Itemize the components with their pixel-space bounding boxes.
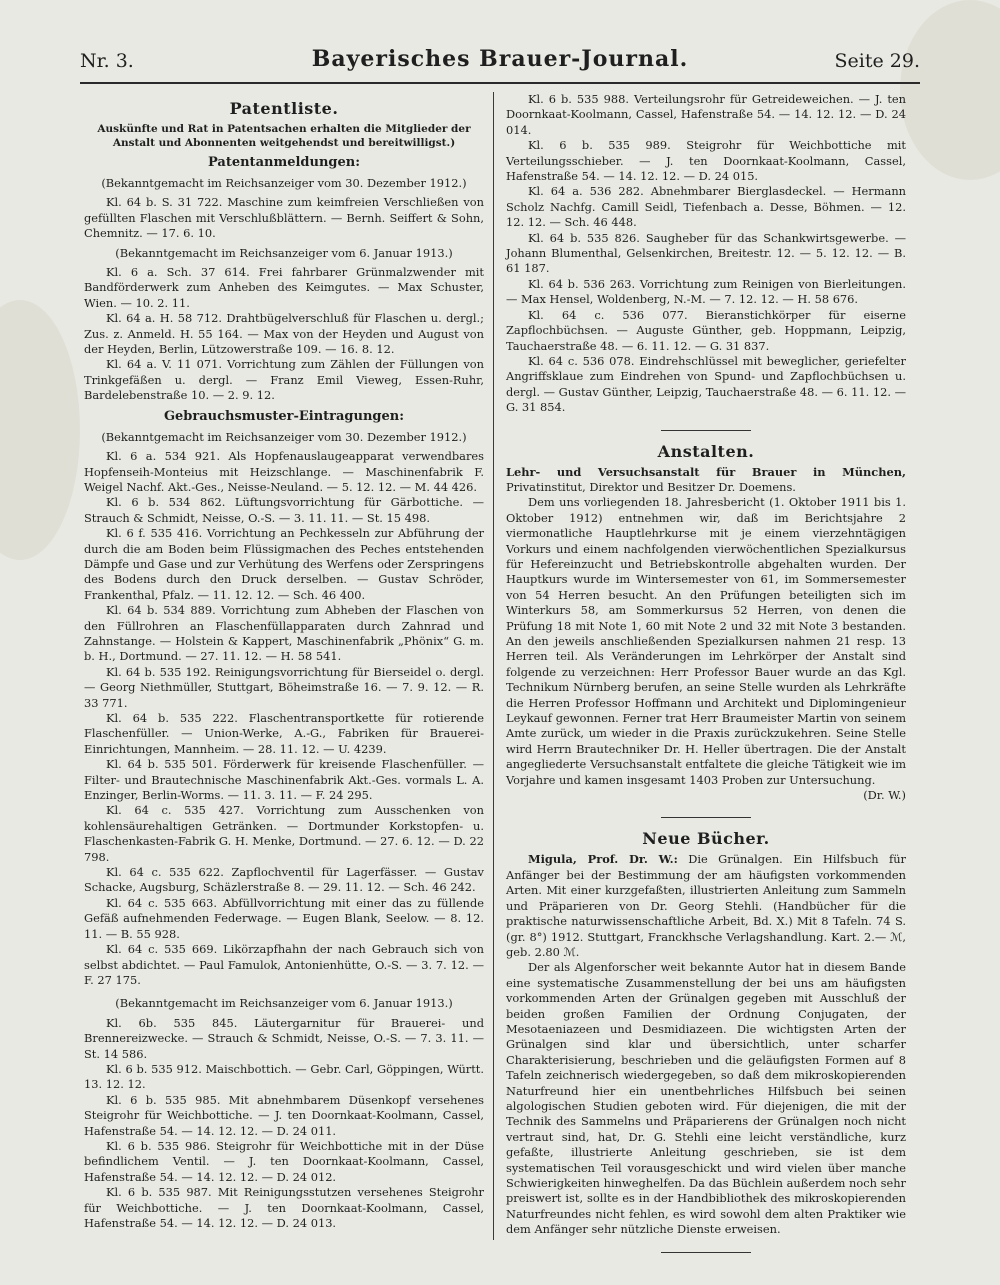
- utility-model-entry: Kl. 6 b. 535 912. Maischbottich. — Gebr. Carl, Göppingen, Württ. 13. 12. 12.: [84, 1061, 484, 1092]
- patent-list-title: Patentliste.: [229, 99, 339, 118]
- utility-model-entry: Kl. 64 b. 535 192. Reinigungsvorrichtung für Bierseidel o. dergl. — Georg Niethmüller, Stuttgart, Böheimstraße 16. — 7. 9. 12. — R. 33 771.: [84, 664, 484, 710]
- section-separator: [661, 817, 751, 818]
- utility-model-entry: Kl. 6 a. 534 921. Als Hopfenauslaugeapparat verwendbares Hopfenseih-Monteius mit Heizschlange. — Maschinenfabrik F. Weigel Nachf. Akt.-Ges., Neisse-Neuland. — 5. 12. 12. — M. 44 426.: [84, 449, 484, 494]
- patent-list-intro: Auskünfte und Rat in Patentsachen erhalten die Mitglieder der Anstalt und Abonnenten weitgehendst und bereitwilligst.): [97, 123, 471, 149]
- utility-model-entry: Kl. 6 b. 534 862. Lüftungsvorrichtung für Gärbottiche. — Strauch & Schmidt, Neisse, O.-S. — 3. 11. 11. — St. 15 498.: [84, 495, 484, 525]
- utility-model-entry: Kl. 6 b. 535 987. Mit Reinigungsstutzen versehenes Steigrohr für Weichbottiche. — J. ten Doornkaat-Koolmann, Cassel, Hafenstraße 54. — 14. 12. 12. — D. 24 013.: [84, 1185, 484, 1230]
- new-books-heading: Neue Bücher.: [642, 829, 770, 849]
- utility-models-heading: Gebrauchsmuster-Eintragungen:: [163, 408, 405, 424]
- publication-note: (Bekanntgemacht im Reichsanzeiger vom 30. Dezember 1912.): [101, 429, 467, 444]
- patent-entry: Kl. 64 b. S. 31 722. Maschine zum keimfreien Verschließen von gefüllten Flaschen mit Verschlußblättern. — Bernh. Seiffert & Sohn, Chemnitz. — 17. 6. 10.: [84, 195, 484, 241]
- utility-model-entry: Kl. 64 c. 536 077. Bieranstichkörper für eiserne Zapflochbüchsen. — Auguste Günther, geb. Hoppmann, Leipzig, Tauchaerstraße 48. — 6. 11. 12. — G. 31 837.: [506, 307, 906, 353]
- institute-name: Lehr- und Versuchsanstalt für Brauer in München,: [506, 464, 906, 479]
- utility-model-entry: Kl. 64 b. 535 222. Flaschentransportkette für rotierende Flaschenfüller. — Union-Werke, A.-G., Fabriken für Brauerei-Einrichtungen, Mannheim. — 28. 11. 12. — U. 4239.: [84, 711, 484, 756]
- publication-note: (Bekanntgemacht im Reichsanzeiger vom 30. Dezember 1912.): [101, 176, 467, 190]
- patent-entry: Kl. 64 a. V. 11 071. Vorrichtung zum Zählen der Füllungen von Trinkgefäßen u. dergl. — Franz Emil Vieweg, Essen-Ruhr, Bardelebenstraße 10. — 2. 9. 12.: [84, 357, 484, 403]
- institute-signature: (Dr. W.): [863, 788, 906, 803]
- book-review: Der als Algenforscher weit bekannte Autor hat in diesem Bande eine systematische Zusammenstellung der bei uns am häufigsten vorkommenden Arten der Grünalgen gegeben mit Ausschluß der beiden großen Familien der Ordnung Conjugaten, der Mesotaeniazeen und Desmidiazeen. Die wichtigsten Arten der Grünalgen sind klar und übersichtlich, unter scharfer Charakterisierung, beschrieben und die geläufigsten Formen auf 8 Tafeln zeichnerisch wiedergegeben, so daß dem mikroskopierenden Naturfreund hier ein unentbehrliches Hilfsbuch bei seinen algologischen Studien geboten wird. Für diejenigen, die mit der Technik des Sammelns und Präparierens der Grünalgen noch nicht vertraut sind, hat, Dr. G. Stehli eine leicht verständliche, kurz gefaßte, illustrierte Anleitung geschrieben, sie ist dem systematischen Teil vorausgeschickt und wird vielen über manche Schwierigkeiten hinweghelfen. Da das Büchlein außerdem noch sehr preiswert ist, sollte es in der Handbibliothek des mikroskopierenden Naturfreundes nicht fehlen, es wird sowohl dem alten Praktiker wie dem Anfänger sehr nützliche Dienste erweisen.: [506, 960, 906, 1237]
- right-column: [506, 92, 906, 1263]
- institute-header: [506, 465, 906, 496]
- publication-note: (Bekanntgemacht im Reichsanzeiger vom 6. Januar 1913.): [115, 996, 453, 1011]
- utility-model-entry: Kl. 64 c. 535 427. Vorrichtung zum Ausschenken von kohlensäurehaltigen Getränken. — Dortmunder Korkstopfen- u. Flaschenkasten-Fabrik G. H. Menke, Dortmund. — 27. 6. 12. — D. 22 798.: [84, 803, 484, 864]
- utility-model-entry: Kl. 6 b. 535 985. Mit abnehmbarem Düsenkopf versehenes Steigrohr für Weichbottiche. — J. ten Doornkaat-Koolmann, Cassel, Hafenstraße 54. — 14. 12. 12. — D. 24 011.: [84, 1092, 484, 1138]
- page-header: [80, 44, 920, 78]
- utility-model-entry: Kl. 64 c. 536 078. Eindrehschlüssel mit beweglicher, geriefelter Angriffsklaue zum Eindrehen von Spund- und Zapflochbüchsen u. dergl. — Gustav Günther, Leipzig, Tauchaerstraße 48. — 6. 11. 12. — G. 31 854.: [506, 353, 906, 415]
- utility-model-entry: Kl. 64 c. 535 663. Abfüllvorrichtung mit einer das zu füllende Gefäß aufnehmenden Federwage. — Eugen Blank, Seelow. — 8. 12. 11. — B. 55 928.: [84, 895, 484, 941]
- utility-model-entry: Kl. 64 b. 536 263. Vorrichtung zum Reinigen von Bierleitungen. — Max Hensel, Woldenberg, N.-M. — 7. 12. 12. — H. 58 676.: [506, 276, 906, 307]
- journal-title: Bayerisches Brauer-Journal.: [311, 46, 689, 72]
- utility-model-entry: Kl. 64 b. 534 889. Vorrichtung zum Abheben der Flaschen von den Füllrohren an Flaschenfüllapparaten durch Zahnrad und Zahnstange. — Holstein & Kappert, Maschinenfabrik „Phönix“ G. m. b. H., Dortmund. — 27. 11. 12. — H. 58 541.: [84, 603, 484, 664]
- utility-model-entry: Kl. 6 b. 535 986. Steigrohr für Weichbottiche mit in der Düse befindlichem Ventil. — J. ten Doornkaat-Koolmann, Cassel, Hafenstraße 54. — 14. 12. 12. — D. 24 012.: [84, 1138, 484, 1184]
- utility-model-entry: Kl. 64 b. 535 501. Förderwerk für kreisende Flaschenfüller. — Filter- und Brautechnische Maschinenfabrik Akt.-Ges. vormals L. A. Enzinger, Berlin-Worms. — 11. 3. 11. — F. 24 295.: [84, 757, 484, 803]
- section-separator: [661, 1252, 751, 1253]
- patent-entry: Kl. 6 a. Sch. 37 614. Frei fahrbarer Grünmalzwender mit Bandförderwerk zum Anheben des Keimgutes. — Max Schuster, Wien. — 10. 2. 11.: [84, 265, 484, 310]
- book-citation: [506, 852, 906, 960]
- left-column: [84, 92, 484, 1231]
- utility-model-entry: Kl. 6 f. 535 416. Vorrichtung an Pechkesseln zur Abführung der durch die am Boden beim Flüssigmachen des Peches entstehenden Dämpfe und Gase und zur Verhütung des Werfens oder Zerspringens des Bodens durch den Druck derselben. — Gustav Schröder, Frankenthal, Pfalz. — 11. 12. 12. — Sch. 46 400.: [84, 526, 484, 602]
- institutes-heading: Anstalten.: [657, 441, 755, 461]
- utility-model-entry: Kl. 64 b. 535 826. Saugheber für das Schankwirtsgewerbe. — Johann Blumenthal, Gelsenkirchen, Breitestr. 12. — 5. 12. 12. — B. 61 187.: [506, 230, 906, 276]
- section-separator: [661, 430, 751, 431]
- utility-model-entry: Kl. 6b. 535 845. Läutergarnitur für Brauerei- und Brennereizwecke. — Strauch & Schmidt, Neisse, O.-S. — 7. 3. 11. — St. 14 586.: [84, 1015, 484, 1061]
- utility-model-entry: Kl. 6 b. 535 989. Steigrohr für Weichbottiche mit Verteilungsschieber. — J. ten Doornkaat-Koolmann, Cassel, Hafenstraße 54. — 14. 12. 12. — D. 24 015.: [506, 138, 906, 184]
- paper-stain: [0, 300, 80, 560]
- book-details: Die Grünalgen. Ein Hilfsbuch für Anfänger bei der Bestimmung der am häufigsten vorkommenden Arten. Mit einer kurzgefaßten, illustrierten Anleitung zum Sammeln und Präparieren von Dr. Georg Stehli. (Handbücher für die praktische naturwissenschaftliche Arbeit, Bd. X.) Mit 8 Tafeln. 74 S. (gr. 8°) 1912. Stuttgart, Franckhsche Verlagshandlung. Kart. 2.— ℳ, geb. 2.80 ℳ.: [506, 852, 906, 959]
- publication-note: (Bekanntgemacht im Reichsanzeiger vom 6. Januar 1913.): [115, 245, 453, 260]
- patent-applications-heading: Patentanmeldungen:: [207, 155, 361, 170]
- utility-model-entry: Kl. 64 c. 535 669. Likörzapfhahn der nach Gebrauch sich von selbst abdichtet. — Paul Famulok, Antonienhütte, O.-S. — 3. 7. 12. — F. 27 175.: [84, 942, 484, 987]
- patent-entry: Kl. 64 a. H. 58 712. Drahtbügelverschluß für Flaschen u. dergl.; Zus. z. Anmeld. H. 55 164. — Max von der Heyden und August von der Heyden, Berlin, Lützowerstraße 109. — 16. 8. 12.: [84, 311, 484, 357]
- page-number: Seite 29.: [834, 50, 920, 72]
- institute-description: Privatinstitut, Direktor und Besitzer Dr. Doemens.: [506, 479, 796, 494]
- utility-model-entry: Kl. 64 a. 536 282. Abnehmbarer Bierglasdeckel. — Hermann Scholz Nachfg. Camill Seidl, Tiefenbach a. Desse, Böhmen. — 12. 12. 12. — Sch. 46 448.: [506, 184, 906, 230]
- column-divider: [493, 92, 494, 1240]
- issue-number: Nr. 3.: [80, 50, 134, 72]
- header-rule: [80, 82, 920, 84]
- book-author: Migula, Prof. Dr. W.:: [528, 852, 678, 867]
- paper-stain: [900, 0, 1000, 180]
- utility-model-entry: Kl. 6 b. 535 988. Verteilungsrohr für Getreideweichen. — J. ten Doornkaat-Koolmann, Cassel, Hafenstraße 54. — 14. 12. 12. — D. 24 014.: [506, 92, 906, 137]
- utility-model-entry: Kl. 64 c. 535 622. Zapflochventil für Lagerfässer. — Gustav Schacke, Augsburg, Schäzlerstraße 8. — 29. 11. 12. — Sch. 46 242.: [84, 865, 484, 895]
- institute-report: Dem uns vorliegenden 18. Jahresbericht (1. Oktober 1911 bis 1. Oktober 1912) entnehmen wir, daß im Berichtsjahre 2 viermonatliche Hauptlehrkurse mit je einem vierzehntägigen Vorkurs und einem nachfolgenden vierwöchentlichen Spezialkursus für Hefereinzucht und Betriebskontrolle abgehalten wurden. Der Hauptkurs wurde im Wintersemester von 61, im Sommersemester von 54 Herren besucht. An den Prüfungen beteiligten sich im Winterkurs 58, am Sommerkursus 52 Herren, von denen die Prüfung 18 mit Note 1, 60 mit Note 2 und 32 mit Note 3 bestanden. An den jeweils anschließenden Spezialkursen nahmen 21 resp. 13 Herren teil. Als Veränderungen im Lehrkörper der Anstalt sind folgende zu verzeichnen: Herr Professor Bauer wurde an das Kgl. Technikum Nürnberg berufen, an seine Stelle wurden als Lehrkräfte die Herren Professor Hoffmann und Architekt und Diplomingenieur Leykauf gewonnen. Ferner trat Herr Braumeister Martin von seinem Amte zurück, um wieder in die Praxis zurückzukehren. Seine Stelle wird Herrn Brautechniker Dr. H. Heller übertragen. Die der Anstalt angegliederte Versuchsanstalt entfaltete die gleiche Tätigkeit wie im Vorjahre und kamen insgesamt 1403 Proben zur Untersuchung.: [506, 495, 906, 787]
